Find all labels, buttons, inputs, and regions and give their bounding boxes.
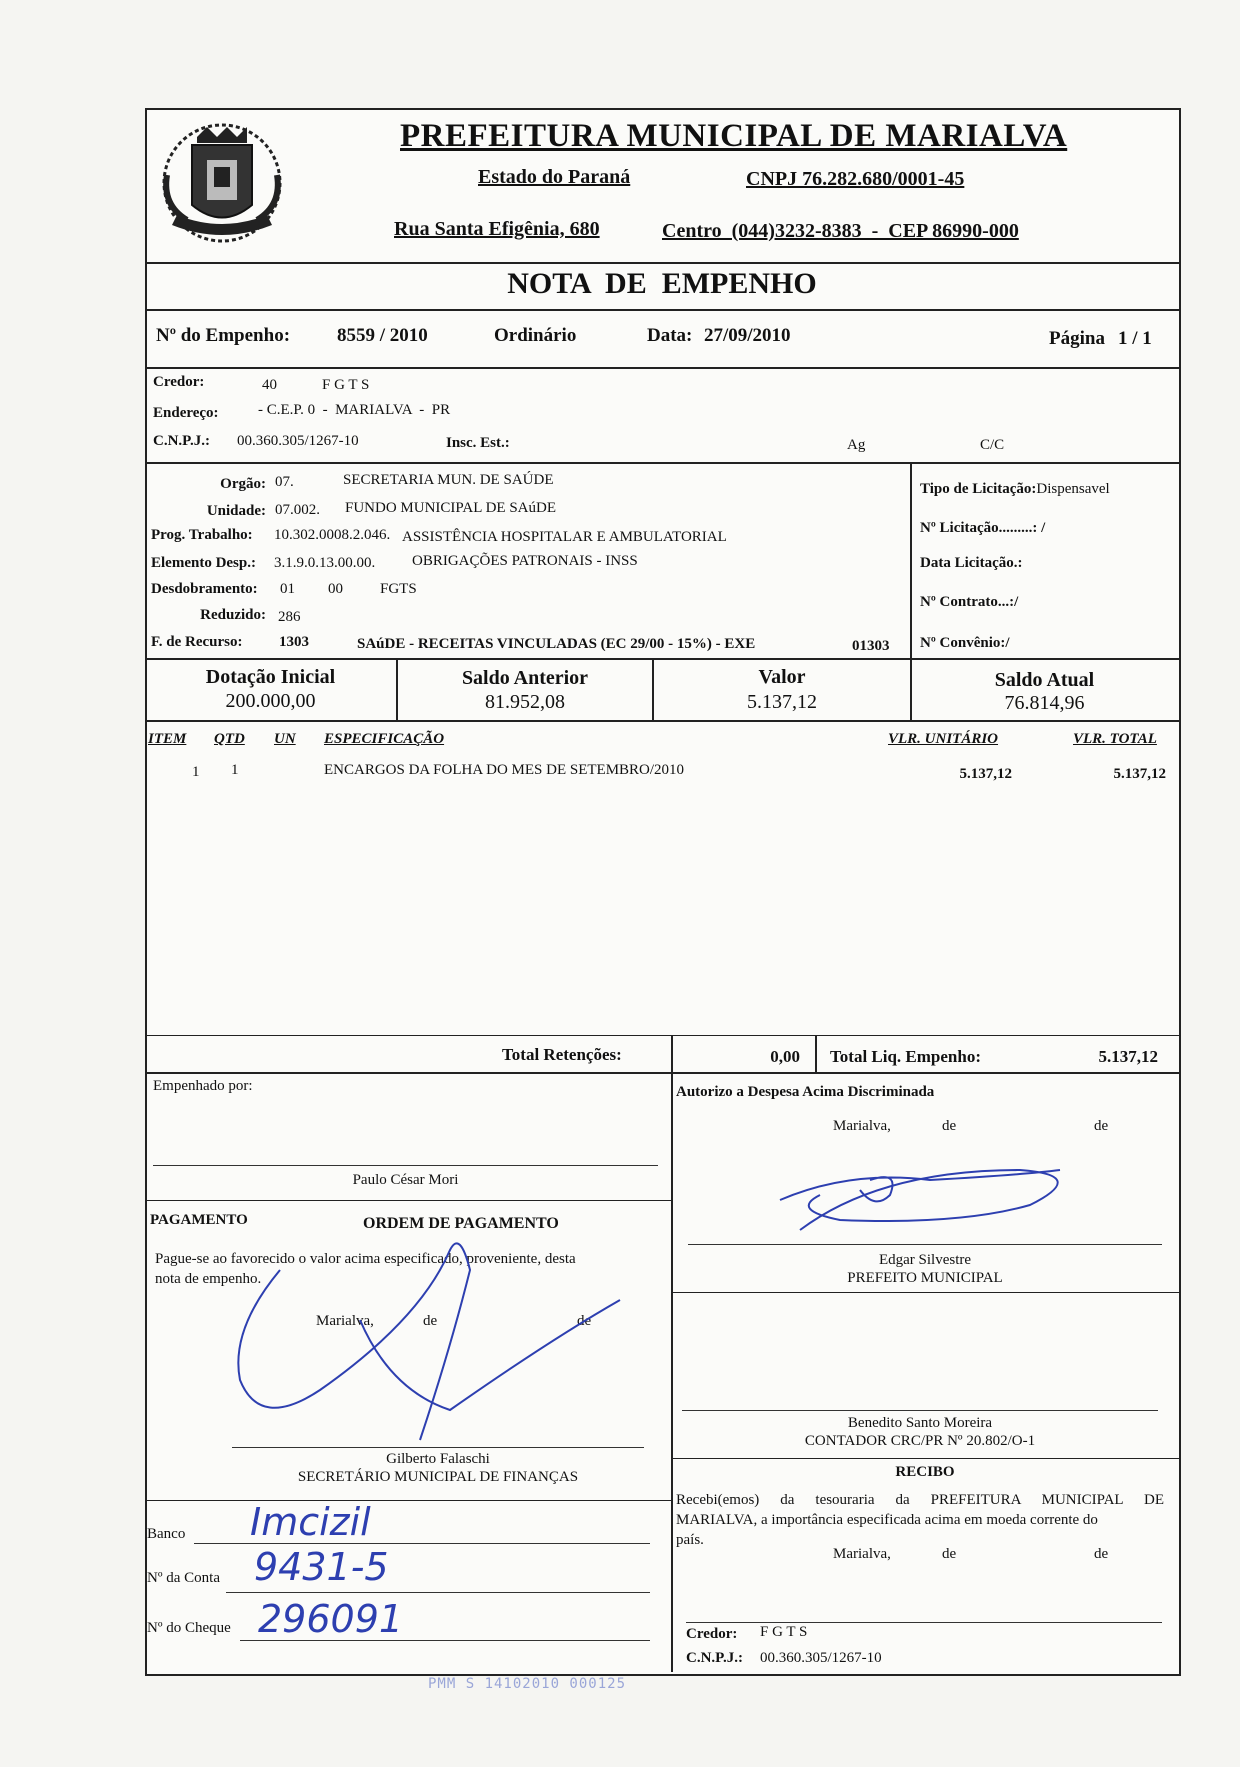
state-label: Estado do Paraná xyxy=(478,166,631,188)
orgao-code: 07. xyxy=(275,474,294,490)
autorizo-de1: de xyxy=(942,1118,957,1134)
row-spec: ENCARGOS DA FOLHA DO MES DE SETEMBRO/2010 xyxy=(324,762,685,778)
banco-handwritten: Imcizil xyxy=(250,1500,371,1544)
prefeito-name: Edgar Silvestre xyxy=(878,1252,972,1268)
licitacao-tipo xyxy=(920,481,1110,498)
pagamento-place: Marialva, xyxy=(316,1313,374,1329)
cheque-label: Nº do Cheque xyxy=(147,1620,231,1636)
credor-name: F G T S xyxy=(322,377,370,393)
secretario-role: SECRETÁRIO MUNICIPAL DE FINANÇAS xyxy=(297,1469,579,1485)
cnpj-value: 00.360.305/1267-10 xyxy=(237,433,359,449)
reduzido-label: Reduzido: xyxy=(200,607,266,623)
col-spec: ESPECIFICAÇÃO xyxy=(324,731,445,747)
prog-label: Prog. Trabalho: xyxy=(151,527,253,543)
empenhado-label: Empenhado por: xyxy=(153,1078,253,1094)
col-un: UN xyxy=(274,731,296,747)
endereco-label: Endereço: xyxy=(153,405,219,421)
elemento-label: Elemento Desp.: xyxy=(151,555,256,571)
empenho-type: Ordinário xyxy=(494,325,577,346)
retencoes-value: 0,00 xyxy=(770,1047,800,1066)
elemento-value: OBRIGAÇÕES PATRONAIS - INSS xyxy=(412,553,638,569)
retencoes-label: Total Retenções: xyxy=(502,1045,622,1064)
signature-secretario xyxy=(220,1230,630,1460)
licitacao-convenio: Nº Convênio:/ xyxy=(920,635,1010,651)
recibo-de1: de xyxy=(942,1546,957,1562)
pagamento-title: PAGAMENTO xyxy=(150,1212,248,1228)
ordem-title: ORDEM DE PAGAMENTO xyxy=(363,1215,559,1232)
unidade-code: 07.002. xyxy=(275,502,320,518)
desdob-label: Desdobramento: xyxy=(151,581,258,597)
anterior-label: Saldo Anterior xyxy=(461,667,589,689)
recibo-text2: MARIALVA, a importância especificada acima em moeda corrente do xyxy=(676,1512,1098,1528)
prog-value: ASSISTÊNCIA HOSPITALAR E AMBULATORIAL xyxy=(402,529,727,545)
col-unit: VLR. UNITÁRIO xyxy=(888,731,999,747)
recurso-number: 01303 xyxy=(852,638,890,654)
conta-handwritten: 9431-5 xyxy=(254,1545,389,1589)
empenho-number: 8559 / 2010 xyxy=(337,325,428,346)
unidade-label: Unidade: xyxy=(206,503,266,519)
atual-value: 76.814,96 xyxy=(1004,692,1085,714)
recibo-credor: F G T S xyxy=(760,1624,808,1640)
page-label: Página xyxy=(1049,328,1105,349)
conta-label: Nº da Conta xyxy=(147,1570,220,1586)
atual-label: Saldo Atual xyxy=(994,669,1095,691)
credor-label: Credor: xyxy=(153,374,205,390)
recurso-label: F. de Recurso: xyxy=(151,634,243,650)
recibo-credor-label: Credor: xyxy=(686,1626,738,1642)
col-item: ITEM xyxy=(148,731,187,747)
recibo-cnpj-label: C.N.P.J.: xyxy=(686,1650,743,1666)
anterior-value: 81.952,08 xyxy=(485,691,565,713)
licitacao-tipo-value: Dispensavel xyxy=(1036,481,1110,497)
dotacao-value: 200.000,00 xyxy=(225,690,316,712)
cnpj-label: C.N.P.J.: xyxy=(153,433,210,449)
row-total: 5.137,12 xyxy=(1113,766,1166,782)
prefeito-role: PREFEITO MUNICIPAL xyxy=(847,1270,1003,1286)
page-number: 1 / 1 xyxy=(1118,328,1152,349)
empenho-date-label: Data: xyxy=(647,325,693,346)
row-item: 1 xyxy=(192,764,200,780)
recibo-title: RECIBO xyxy=(895,1464,955,1480)
doc-title: NOTA DE EMPENHO xyxy=(507,267,817,300)
col-total: VLR. TOTAL xyxy=(1073,731,1157,747)
recibo-de2: de xyxy=(1094,1546,1109,1562)
liquido-value: 5.137,12 xyxy=(1098,1047,1158,1066)
recibo-text3: país. xyxy=(676,1532,704,1548)
cheque-handwritten: 296091 xyxy=(258,1597,404,1641)
recurso-value: SAúDE - RECEITAS VINCULADAS (EC 29/00 - 15%) - EXE xyxy=(357,636,756,652)
orgao-label: Orgão: xyxy=(220,476,266,492)
recibo-place: Marialva, xyxy=(833,1546,891,1562)
dotacao-label: Dotação Inicial xyxy=(205,666,336,688)
protocol-stamp: PMM S 14102010 000125 xyxy=(428,1676,627,1692)
empenhado-name: Paulo César Mori xyxy=(352,1172,459,1188)
unidade-value: FUNDO MUNICIPAL DE SAúDE xyxy=(345,500,556,516)
endereco-value: - C.E.P. 0 - MARIALVA - PR xyxy=(258,402,451,418)
valor-label: Valor xyxy=(758,666,806,688)
licitacao-tipo-label: Tipo de Licitação: xyxy=(920,481,1037,497)
prog-code: 10.302.0008.2.046. xyxy=(274,527,391,543)
ag-label: Ag xyxy=(847,437,866,453)
orgao-value: SECRETARIA MUN. DE SAÚDE xyxy=(343,472,554,488)
credor-code: 40 xyxy=(262,377,277,393)
recibo-cnpj: 00.360.305/1267-10 xyxy=(760,1650,882,1666)
recurso-code: 1303 xyxy=(279,634,309,650)
address-street: Rua Santa Efigênia, 680 xyxy=(394,218,600,240)
empenho-label: Nº do Empenho: xyxy=(156,325,291,346)
cc-label: C/C xyxy=(980,437,1005,453)
pagamento-de2: de xyxy=(577,1313,592,1329)
insc-label: Insc. Est.: xyxy=(446,435,510,451)
liquido-label: Total Liq. Empenho: xyxy=(830,1047,981,1066)
row-qtd: 1 xyxy=(231,762,239,778)
address-district: Centro (044)3232-8383 - CEP 86990-000 xyxy=(662,220,1019,242)
desdob-value: FGTS xyxy=(380,581,417,597)
pagamento-text1: Pague-se ao favorecido o valor acima especificado, proveniente, desta xyxy=(155,1251,576,1267)
contador-name: Benedito Santo Moreira xyxy=(847,1415,993,1431)
valor-value: 5.137,12 xyxy=(747,691,817,713)
licitacao-contrato: Nº Contrato...:/ xyxy=(920,594,1019,610)
autorizo-place: Marialva, xyxy=(833,1118,891,1134)
municipality-title: PREFEITURA MUNICIPAL DE MARIALVA xyxy=(400,118,1068,154)
pagamento-de1: de xyxy=(423,1313,438,1329)
col-qtd: QTD xyxy=(214,731,245,747)
desdob-b: 00 xyxy=(328,581,343,597)
empenho-date: 27/09/2010 xyxy=(704,325,791,346)
desdob-a: 01 xyxy=(280,581,295,597)
banco-label: Banco xyxy=(147,1526,186,1542)
licitacao-data: Data Licitação.: xyxy=(920,555,1023,571)
pagamento-text2: nota de empenho. xyxy=(155,1271,262,1287)
secretario-name: Gilberto Falaschi xyxy=(386,1451,490,1467)
signature-prefeito xyxy=(760,1150,1100,1250)
licitacao-numero: Nº Licitação.........: / xyxy=(920,520,1046,536)
reduzido-value: 286 xyxy=(278,609,301,625)
cnpj-header: CNPJ 76.282.680/0001-45 xyxy=(746,168,965,190)
recibo-text1: Recebi(emos) da tesouraria da PREFEITURA MUNICIPAL DE xyxy=(676,1492,1164,1508)
autorizo-de2: de xyxy=(1094,1118,1109,1134)
autorizo-title: Autorizo a Despesa Acima Discriminada xyxy=(676,1084,935,1100)
row-unit: 5.137,12 xyxy=(959,766,1012,782)
coat-of-arms-emblem xyxy=(152,115,292,255)
contador-role: CONTADOR CRC/PR Nº 20.802/O-1 xyxy=(804,1433,1036,1449)
elemento-code: 3.1.9.0.13.00.00. xyxy=(274,555,376,571)
